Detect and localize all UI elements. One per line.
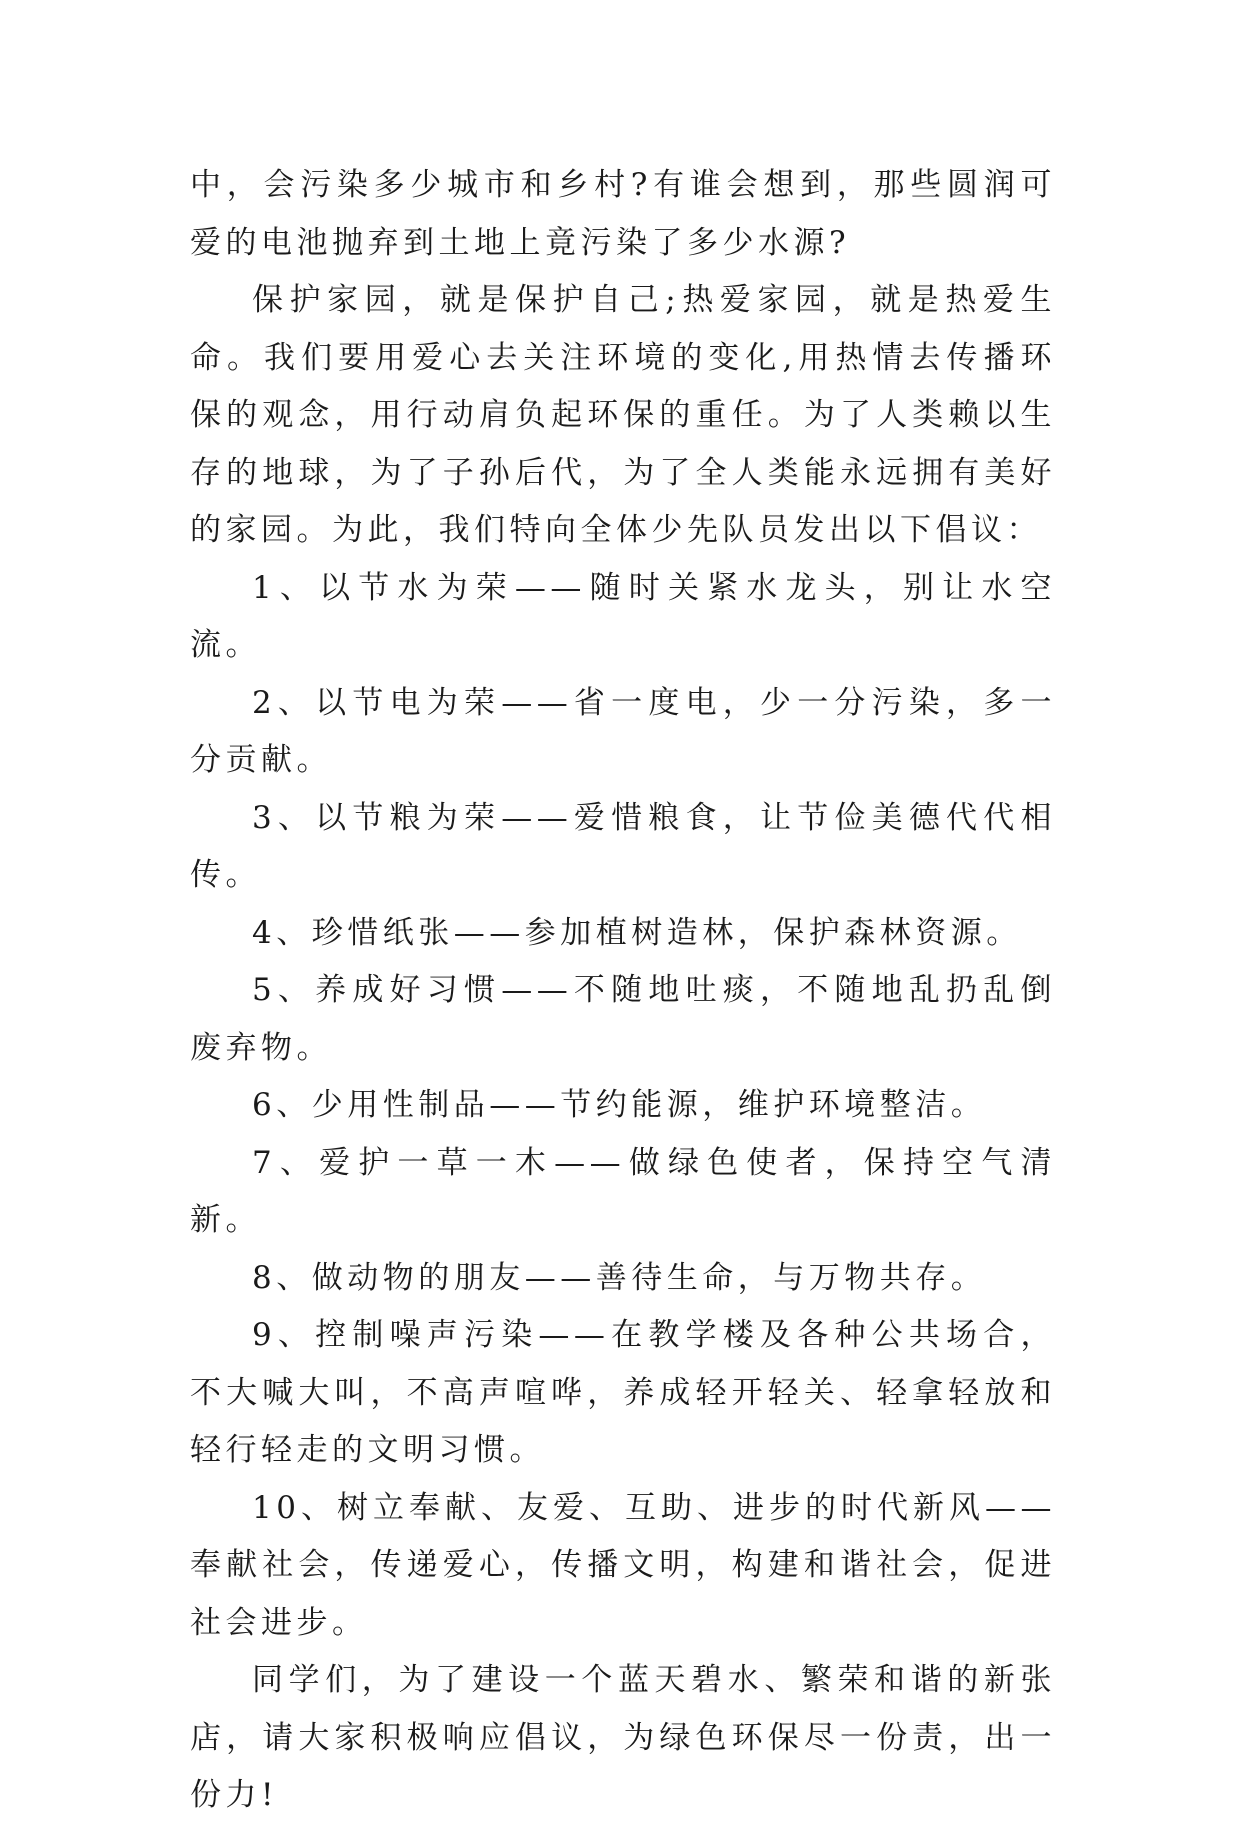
proposal-item-9: 9、控制噪声污染——在教学楼及各种公共场合，不大喊大叫，不高声喧哗，养成轻开轻关、轻拿轻放和轻行轻走的文明习惯。 — [190, 1317, 1056, 1468]
document-page — [190, 157, 1056, 1825]
paragraph-battery-pollution: 中，会污染多少城市和乡村?有谁会想到，那些圆润可爱的电池抛弃到土地上竟污染了多少水源? — [190, 167, 1056, 261]
proposal-item-3: 3、以节粮为荣——爱惜粮食，让节俭美德代代相传。 — [190, 799, 1056, 893]
proposal-item-2: 2、以节电为荣——省一度电，少一分污染，多一分贡献。 — [190, 684, 1056, 778]
proposal-item-10: 10、树立奉献、友爱、互助、进步的时代新风——奉献社会，传递爱心，传播文明，构建和谐社会，促进社会进步。 — [190, 1489, 1056, 1641]
proposal-item-5: 5、养成好习惯——不随地吐痰，不随地乱扔乱倒废弃物。 — [190, 972, 1056, 1066]
proposal-item-7: 7、爱护一草一木——做绿色使者，保持空气清新。 — [190, 1144, 1056, 1238]
proposal-item-6: 6、少用性制品——节约能源，维护环境整洁。 — [252, 1087, 987, 1123]
proposal-item-4: 4、珍惜纸张——参加植树造林，保护森林资源。 — [252, 914, 1022, 951]
paragraph-closing-appeal: 同学们，为了建设一个蓝天碧水、繁荣和谐的新张店，请大家积极响应倡议，为绿色环保尽一份责，出一份力! — [190, 1662, 1056, 1813]
proposal-item-8: 8、做动物的朋友——善待生命，与万物共存。 — [252, 1259, 987, 1296]
paragraph-protect-home: 保护家园，就是保护自己;热爱家园，就是热爱生命。我们要用爱心去关注环境的变化,用热情去传播环保的观念，用行动肩负起环保的重任。为了人类赖以生存的地球，为了子孙后代，为了全人类能永远拥有美好的家园。为此，我们特向全体少先队员发出以下倡议： — [190, 282, 1056, 548]
proposal-item-1: 1、以节水为荣——随时关紧水龙头，别让水空流。 — [190, 569, 1056, 663]
